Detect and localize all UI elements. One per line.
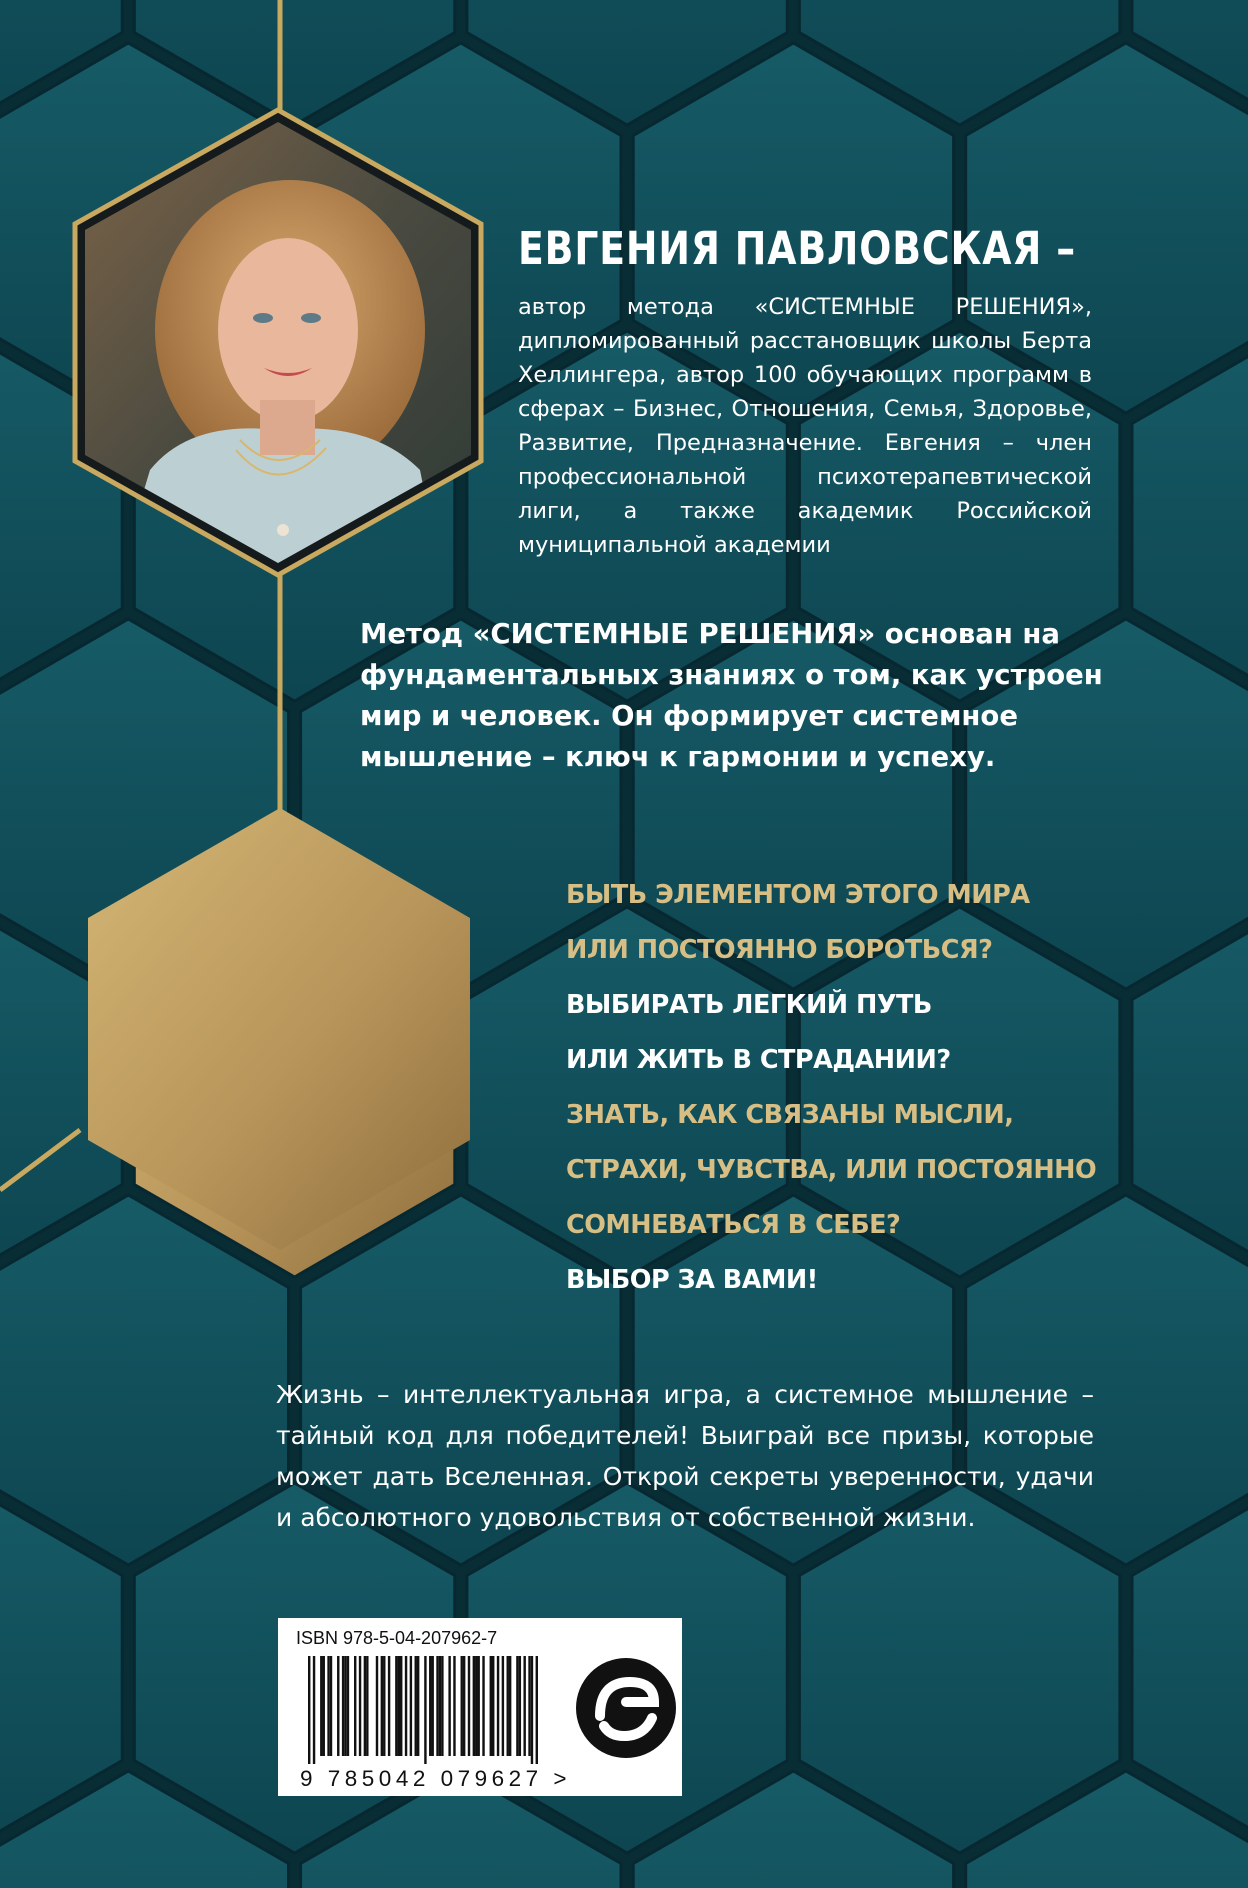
question-line: БЫТЬ ЭЛЕМЕНТОМ ЭТОГО МИРА <box>566 880 1030 910</box>
barcode-bar <box>366 1656 368 1756</box>
barcode-bar <box>431 1656 433 1756</box>
question-list <box>566 872 1226 1312</box>
barcode-bar <box>441 1656 443 1756</box>
barcode-bar <box>364 1656 366 1756</box>
question-line: ЗНАТЬ, КАК СВЯЗАНЫ МЫСЛИ, <box>566 1100 1014 1130</box>
barcode-bar <box>436 1656 438 1756</box>
author-bio: автор метода «СИСТЕМНЫЕ РЕШЕНИЯ», дипломированный расстановщик школы Берта Хеллингера, автор 100 обучающих программ в сферах – Бизнес, Отношения, Семья, Здоровье, Развитие, Предназначение. Евгения – член профессиональной психотерапевтической лиги, а также академик Российской муниципальной академии <box>518 294 1092 558</box>
barcode-bar <box>453 1656 455 1756</box>
barcode-bar <box>354 1656 356 1756</box>
barcode-bar <box>482 1656 484 1756</box>
barcode-bar <box>410 1656 412 1756</box>
method-description: Метод «СИСТЕМНЫЕ РЕШЕНИЯ» основан на фундаментальных знаниях о том, как устроен мир и человек. Он формирует системное мышление – ключ к гармонии и успеху. <box>360 618 1103 773</box>
barcode-bar <box>468 1656 470 1756</box>
barcode-icon <box>308 1656 538 1764</box>
barcode-bar <box>359 1656 361 1756</box>
barcode-bar <box>415 1656 417 1756</box>
barcode-bar <box>417 1656 419 1756</box>
eksmo-logo-icon <box>574 1656 678 1760</box>
question-line: СОМНЕВАТЬСЯ В СЕБЕ? <box>566 1210 901 1240</box>
barcode-bar <box>439 1656 441 1756</box>
barcode-bar <box>308 1656 310 1764</box>
barcode-bar <box>400 1656 402 1756</box>
barcode-bar <box>477 1656 479 1756</box>
barcode-bar <box>492 1656 494 1756</box>
barcode-bar <box>531 1656 533 1764</box>
isbn-label: ISBN 978-5-04-207962-7 <box>296 1628 498 1648</box>
barcode-bar <box>388 1656 390 1756</box>
barcode-bar <box>509 1656 511 1756</box>
barcode-bar <box>473 1656 475 1756</box>
barcode-bar <box>490 1656 492 1756</box>
closing-paragraph: Жизнь – интеллектуальная игра, а системное мышление – тайный код для победителей! Выиграй все призы, которые может дать Вселенная. Открой секреты уверенности, удачи и абсолютного удовольствия от собственной жизни. <box>276 1380 1094 1532</box>
barcode-bar <box>424 1656 426 1764</box>
question-line: ИЛИ ПОСТОЯННО БОРОТЬСЯ? <box>566 935 993 965</box>
barcode-bar <box>320 1656 322 1756</box>
barcode-bar <box>342 1656 344 1756</box>
barcode-bar <box>337 1656 339 1756</box>
barcode-bar <box>323 1656 325 1756</box>
barcode-bar <box>395 1656 397 1756</box>
question-line: СТРАХИ, ЧУВСТВА, ИЛИ ПОСТОЯННО <box>566 1155 1097 1185</box>
barcode-bar <box>497 1656 499 1756</box>
barcode-bar <box>519 1656 521 1756</box>
barcode-bar <box>448 1656 450 1756</box>
ean-digits: 9 785042 079627 > <box>300 1766 572 1791</box>
barcode-bar <box>381 1656 383 1756</box>
barcode-bar <box>516 1656 518 1756</box>
isbn-barcode-block <box>278 1618 682 1796</box>
barcode-bar <box>398 1656 400 1756</box>
barcode-bar <box>383 1656 385 1756</box>
barcode-bar <box>405 1656 407 1756</box>
question-line: ИЛИ ЖИТЬ В СТРАДАНИИ? <box>566 1045 951 1075</box>
barcode-bar <box>313 1656 315 1764</box>
barcode-bar <box>376 1656 378 1756</box>
barcode-bar <box>327 1656 329 1756</box>
barcode-bar <box>475 1656 477 1756</box>
barcode-bar <box>429 1656 431 1756</box>
barcode-bar <box>344 1656 346 1756</box>
barcode-bar <box>507 1656 509 1756</box>
barcode-bar <box>330 1656 332 1756</box>
barcode-bar <box>523 1656 525 1756</box>
barcode-bar <box>461 1656 463 1756</box>
barcode-bar <box>463 1656 465 1756</box>
barcode-bar <box>528 1656 530 1756</box>
question-line: ВЫБОР ЗА ВАМИ! <box>566 1265 818 1295</box>
question-line: ВЫБИРАТЬ ЛЕГКИЙ ПУТЬ <box>566 990 932 1020</box>
barcode-bar <box>502 1656 504 1756</box>
barcode-bar <box>536 1656 538 1764</box>
author-name-heading: ЕВГЕНИЯ ПАВЛОВСКАЯ – <box>518 222 1076 275</box>
barcode-bar <box>347 1656 349 1756</box>
